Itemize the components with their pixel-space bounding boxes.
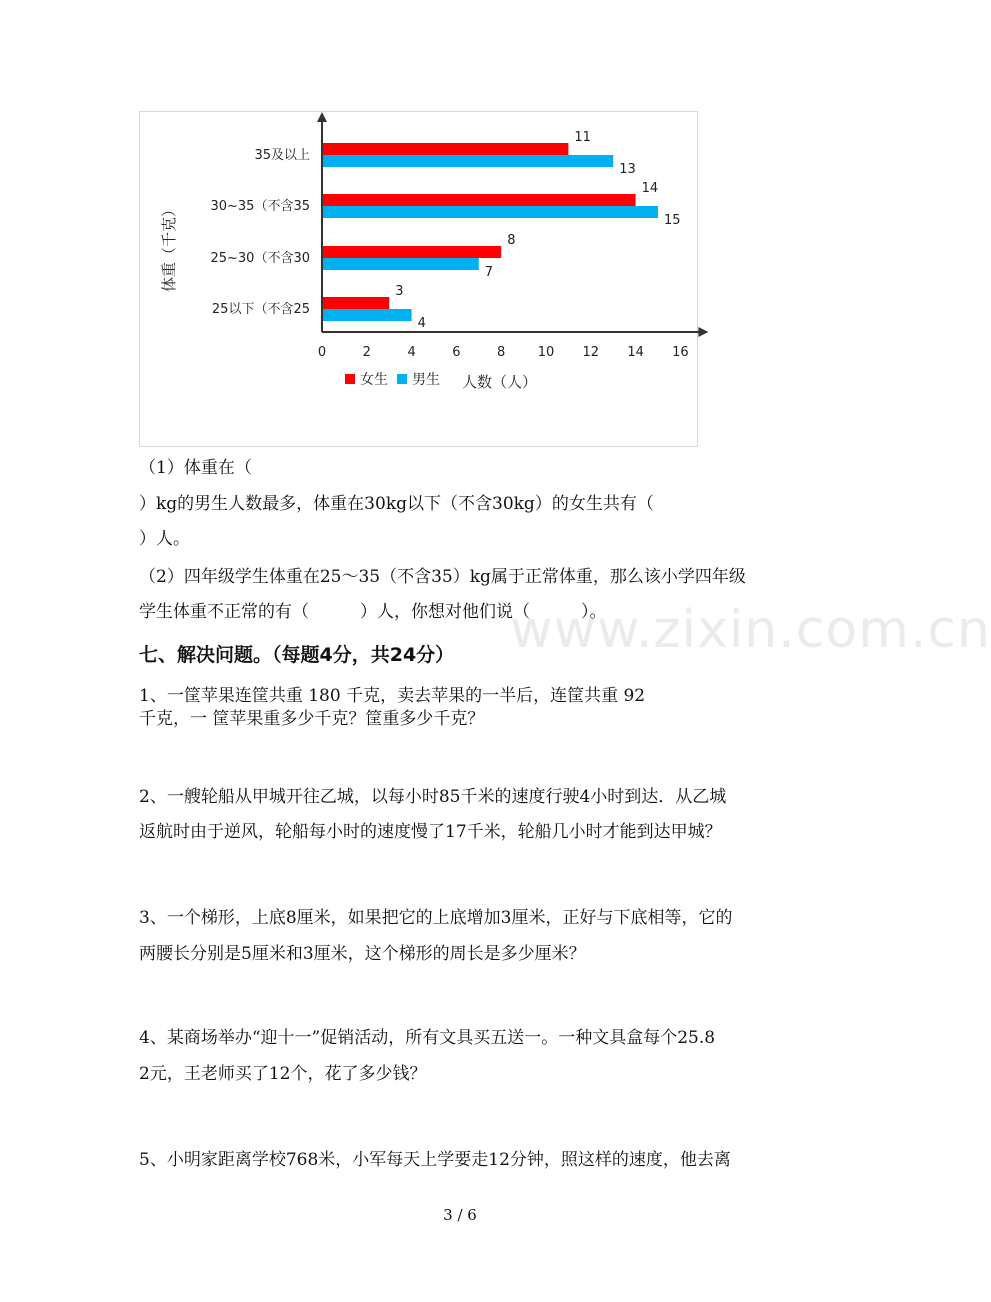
data-label: 11 [574,130,591,145]
bar-boys [323,206,658,218]
y-tick-label: 25以下（不含25 [211,302,310,317]
y-tick-label: 30~35（不含35 [210,199,310,214]
data-label: 15 [664,213,681,228]
y-axis-title: 体重（千克） [160,201,178,293]
bar-girls [323,297,389,309]
problem2-line2: 返航时由于逆风，轮船每小时的速度慢了17千米，轮船几小时才能到达甲城？ [139,822,722,842]
bar-girls [323,246,501,258]
bar-girls [323,194,636,206]
data-label: 4 [417,316,426,331]
x-tick-label: 10 [537,345,555,360]
x-tick-label: 2 [362,345,371,360]
x-tick-label: 16 [672,345,689,360]
problem3-line1: 3、一个梯形，上底8厘米，如果把它的上底增加3厘米，正好与下底相等，它的 [139,908,733,928]
q1-line1: （1）体重在（ [139,458,252,478]
data-label: 14 [641,181,659,196]
q2-line2: 学生体重不正常的有（ ）人，你想对他们说（ ）。 [139,602,607,622]
problem5-line1: 5、小明家距离学校768米，小军每天上学要走12分钟，照这样的速度，他去离 [139,1150,731,1170]
watermark: www.zixin.com.cn [510,600,991,660]
x-axis-title: 人数（人） [462,373,538,391]
q2-line1: （2）四年级学生体重在25～35（不含35）kg属于正常体重，那么该小学四年级 [139,567,746,587]
problem3-line2: 两腰长分别是5厘米和3厘米，这个梯形的周长是多少厘米？ [139,944,586,964]
legend-label-girls: 女生 [360,372,388,388]
section7-heading: 七、解决问题。（每题4分，共24分） [139,644,455,666]
x-tick-label: 14 [627,345,644,360]
x-tick-label: 6 [452,345,461,360]
problem1-line1: 1、一筐苹果连筐共重 180 千克，卖去苹果的一半后，连筐共重 92 [139,686,646,706]
data-label: 7 [484,265,494,280]
problem1-line2: 千克，一 筐苹果重多少千克？筐重多少千克？ [139,709,485,729]
x-tick-label: 12 [582,345,600,360]
q1-line3: ）人。 [139,529,190,549]
x-tick-label: 4 [407,345,416,360]
y-tick-label: 25~30（不含30 [210,251,310,266]
legend-swatch-girls [345,374,355,384]
data-label: 8 [507,233,516,248]
legend-swatch-boys [397,374,407,384]
y-axis-arrow [317,112,327,122]
weight-bar-chart [139,111,698,447]
y-tick-label: 35及以上 [254,148,310,163]
bar-boys [323,258,479,270]
problem4-line2: 2元，王老师买了12个，花了多少钱？ [139,1064,427,1084]
x-tick-label: 0 [317,345,327,360]
data-label: 3 [395,284,404,299]
legend-label-boys: 男生 [412,372,440,388]
problem4-line1: 4、某商场举办“迎十一”促销活动，所有文具买五送一。一种文具盒每个25.8 [139,1028,716,1048]
bar-girls [323,143,568,155]
bar-boys [323,309,412,321]
x-tick-label: 8 [497,345,506,360]
bar-boys [323,155,613,167]
page-number: 3 / 6 [443,1206,477,1224]
data-label: 13 [619,162,636,177]
x-axis-arrow [698,327,708,337]
problem2-line1: 2、一艘轮船从甲城开往乙城，以每小时85千米的速度行驶4小时到达．从乙城 [139,787,727,807]
q1-line2: ）kg的男生人数最多，体重在30kg以下（不含30kg）的女生共有（ [139,494,654,514]
chart-canvas [140,112,697,446]
